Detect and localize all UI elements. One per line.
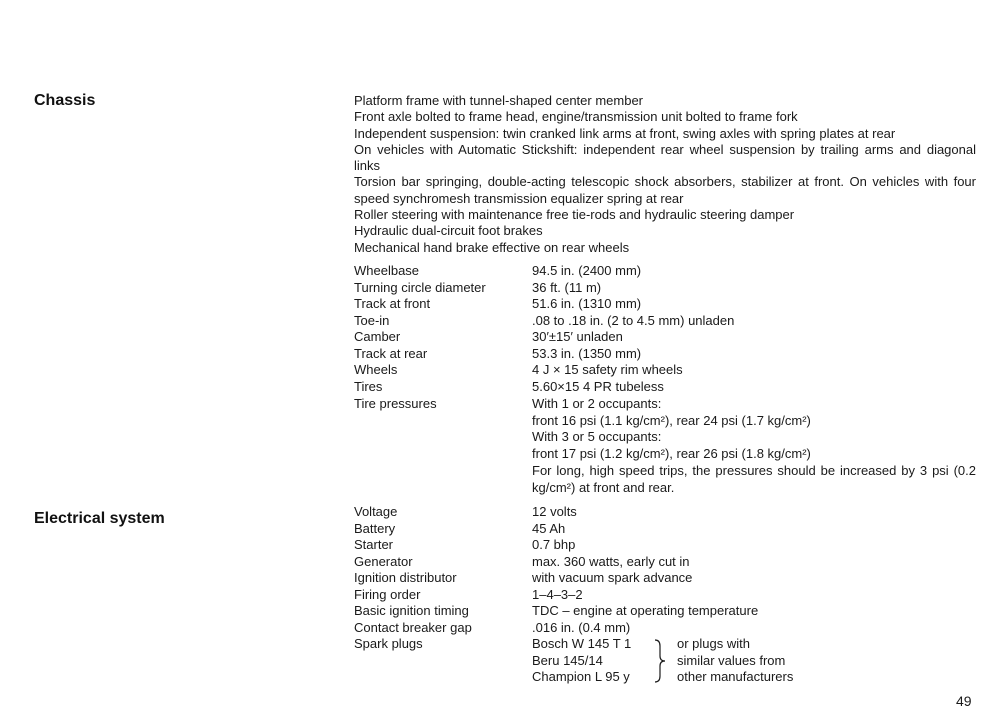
tire-pressure-line: With 1 or 2 occupants: bbox=[532, 396, 662, 411]
spec-value: 94.5 in. (2400 mm) bbox=[532, 263, 642, 278]
spec-label: Track at front bbox=[354, 296, 431, 311]
spec-label: Tire pressures bbox=[354, 396, 437, 411]
spark-plug-option: Champion L 95 y bbox=[532, 669, 630, 684]
chassis-description-line: Hydraulic dual-circuit foot brakes bbox=[354, 223, 543, 239]
spec-label: Basic ignition timing bbox=[354, 603, 469, 618]
chassis-description-line: Mechanical hand brake effective on rear wheels bbox=[354, 239, 630, 255]
tire-pressure-line: front 16 psi (1.1 kg/cm²), rear 24 psi (1.7 kg/cm²) bbox=[532, 412, 811, 428]
spark-plug-option: Bosch W 145 T 1 bbox=[532, 636, 632, 651]
spec-label: Ignition distributor bbox=[354, 570, 457, 585]
spark-plug-list bbox=[532, 636, 631, 686]
tire-pressure-note: For long, high speed trips, the pressures should be increased by 3 psi (0.2 kg/cm²) at front and rear. bbox=[532, 463, 976, 495]
spec-value: with vacuum spark advance bbox=[532, 570, 693, 585]
spec-value: 4 J × 15 safety rim wheels bbox=[532, 362, 683, 377]
spark-plug-option: Beru 145/14 bbox=[532, 652, 603, 668]
spec-label: Track at rear bbox=[354, 345, 428, 361]
spec-value: .016 in. (0.4 mm) bbox=[532, 619, 631, 635]
page-number: 49 bbox=[956, 693, 972, 709]
electrical-heading: Electrical system bbox=[34, 510, 165, 527]
spec-value: 30′±15′ unladen bbox=[532, 329, 623, 344]
spec-value: 5.60×15 4 PR tubeless bbox=[532, 378, 664, 394]
spark-plug-alternative-line: or plugs with bbox=[677, 636, 750, 651]
spec-value: max. 360 watts, early cut in bbox=[532, 553, 690, 569]
chassis-description-line: On vehicles with Automatic Stickshift: independent rear wheel suspension by trailing arms and diagonal links bbox=[354, 141, 976, 174]
spec-label: Wheelbase bbox=[354, 263, 420, 278]
chassis-description-line: Roller steering with maintenance free tie-rods and hydraulic steering damper bbox=[354, 207, 795, 223]
spec-value: 53.3 in. (1350 mm) bbox=[532, 345, 642, 361]
spec-label: Voltage bbox=[354, 504, 398, 519]
spec-value: 1–4–3–2 bbox=[532, 586, 583, 602]
spec-label: Turning circle diameter bbox=[354, 279, 486, 295]
spec-label: Contact breaker gap bbox=[354, 619, 472, 635]
spec-value: 0.7 bhp bbox=[532, 537, 576, 552]
spec-label: Battery bbox=[354, 520, 396, 536]
spec-label: Tires bbox=[354, 378, 383, 394]
spec-label: Wheels bbox=[354, 362, 398, 377]
curly-brace-icon bbox=[652, 638, 672, 684]
spec-label: Firing order bbox=[354, 586, 421, 602]
chassis-heading: Chassis bbox=[34, 92, 96, 109]
spec-value: .08 to .18 in. (2 to 4.5 mm) unladen bbox=[532, 312, 735, 328]
tire-pressure-line: With 3 or 5 occupants: bbox=[532, 429, 662, 444]
chassis-description-line: Torsion bar springing, double-acting telescopic shock absorbers, stabilizer at front. On vehicles with four speed synchromesh transmission equalizer spring at rear bbox=[354, 174, 976, 206]
spark-plug-alternative-line: similar values from bbox=[677, 652, 786, 668]
spec-label: Starter bbox=[354, 537, 394, 552]
spec-value: TDC – engine at operating temperature bbox=[532, 603, 759, 618]
spec-label: Toe-in bbox=[354, 312, 390, 328]
spec-value: 36 ft. (11 m) bbox=[532, 279, 602, 295]
chassis-description bbox=[354, 93, 976, 256]
spec-value: 51.6 in. (1310 mm) bbox=[532, 296, 642, 311]
spec-value: 12 volts bbox=[532, 504, 577, 519]
tire-pressures-value bbox=[532, 396, 976, 496]
tire-pressure-line: front 17 psi (1.2 kg/cm²), rear 26 psi (1.8 kg/cm²) bbox=[532, 445, 811, 461]
spark-plug-alternative-line: other manufacturers bbox=[677, 669, 794, 684]
chassis-description-line: Front axle bolted to frame head, engine/transmission unit bolted to frame fork bbox=[354, 109, 798, 125]
spec-value: 45 Ah bbox=[532, 520, 566, 536]
spec-label: Spark plugs bbox=[354, 636, 423, 651]
chassis-description-line: Independent suspension: twin cranked link arms at front, swing axles with spring plates at rear bbox=[354, 125, 896, 141]
spec-label: Generator bbox=[354, 553, 413, 569]
chassis-description-line: Platform frame with tunnel-shaped center member bbox=[354, 93, 644, 108]
spark-plug-alternative bbox=[677, 636, 793, 686]
spec-label: Camber bbox=[354, 329, 401, 344]
